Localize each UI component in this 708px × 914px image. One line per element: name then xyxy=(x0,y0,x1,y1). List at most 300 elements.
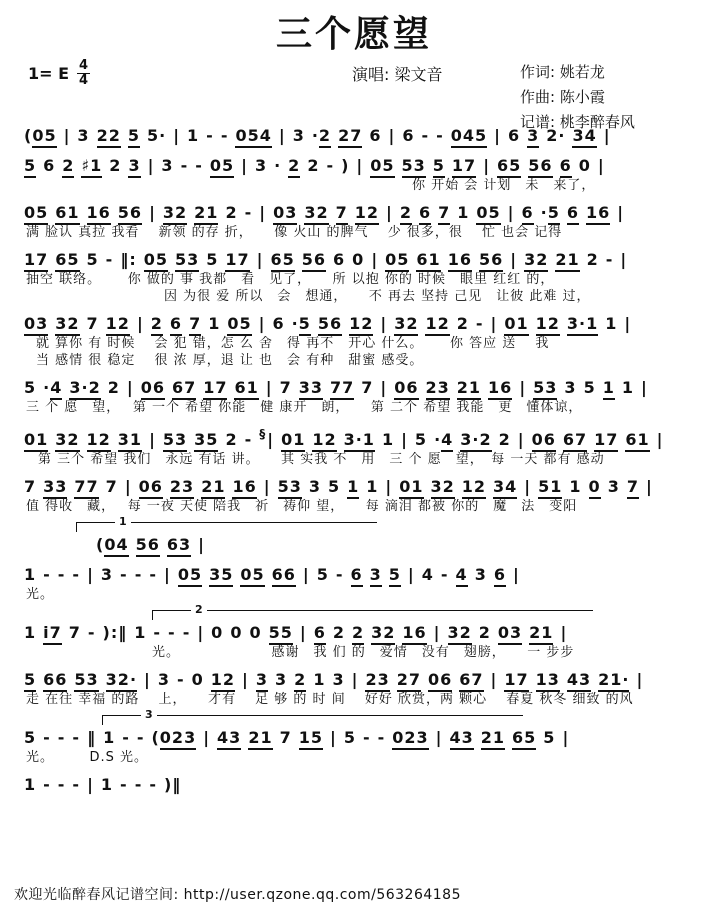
beamed-notes: i7 xyxy=(43,623,62,645)
beamed-notes: 61 xyxy=(416,250,440,272)
note-token: | xyxy=(302,565,310,584)
note-token: | xyxy=(380,378,388,397)
beamed-notes: 12 xyxy=(312,430,336,452)
ending-number: 3 xyxy=(141,709,157,721)
beamed-notes: 32 xyxy=(55,314,79,336)
beamed-notes: 16 xyxy=(402,623,426,645)
beamed-notes: 17 xyxy=(452,156,476,178)
note-token: | xyxy=(483,156,491,175)
note-token xyxy=(627,475,639,498)
beamed-notes: 32 xyxy=(163,203,187,225)
note-token: | xyxy=(519,378,527,397)
note-token xyxy=(24,154,36,177)
note-token: (04 xyxy=(96,533,129,556)
note-token xyxy=(476,201,500,224)
note-token: 5 xyxy=(86,250,99,269)
note-token xyxy=(394,312,418,335)
beamed-notes: 67 xyxy=(172,378,196,400)
beamed-notes: 5 xyxy=(548,203,560,225)
note-token xyxy=(210,154,234,177)
note-token xyxy=(299,376,323,399)
note-token: | xyxy=(494,126,501,145)
score xyxy=(0,124,708,796)
beamed-notes: 61 xyxy=(625,430,649,452)
beamed-notes: 34 xyxy=(493,477,517,499)
note-token: 3 xyxy=(474,565,487,584)
beamed-notes: 32 xyxy=(524,250,548,272)
note-token: | xyxy=(407,565,415,584)
note-token xyxy=(586,201,610,224)
beamed-notes: 56 xyxy=(136,535,160,557)
note-token xyxy=(338,124,362,147)
note-token: ‖ xyxy=(87,728,97,747)
note-token xyxy=(271,248,295,271)
note-token: - xyxy=(362,728,371,747)
note-token xyxy=(497,154,521,177)
beamed-notes: 05 xyxy=(370,156,394,178)
note-token: | xyxy=(173,126,181,145)
beamed-notes: 023 xyxy=(392,728,428,750)
note-token xyxy=(234,376,258,399)
note-token: | xyxy=(351,670,359,689)
note-token: 3 xyxy=(77,126,90,145)
note-token: - xyxy=(421,126,430,145)
beamed-notes: 21 xyxy=(201,477,225,499)
beamed-notes: 6 xyxy=(351,565,363,587)
beamed-notes: 12 xyxy=(425,314,449,336)
beamed-notes: 21 xyxy=(481,728,505,750)
note-token xyxy=(87,428,111,451)
note-token: | xyxy=(87,775,94,794)
beamed-notes: 31 xyxy=(118,430,142,452)
system xyxy=(24,708,698,766)
note-token xyxy=(351,563,363,586)
beamed-notes: 4 xyxy=(50,378,62,400)
beamed-notes: 05 xyxy=(210,156,234,178)
beamed-notes: 32 xyxy=(448,623,472,645)
note-token: | xyxy=(636,670,644,689)
note-token xyxy=(55,428,79,451)
lyric-line: 光。 xyxy=(26,587,55,602)
credit-composer: 作曲: 陈小霞 xyxy=(520,88,605,106)
note-token xyxy=(498,621,522,644)
note-token xyxy=(312,428,336,451)
beamed-notes: 5 xyxy=(389,565,401,587)
note-token: 1 xyxy=(103,728,116,747)
note-token: 3 xyxy=(100,565,114,584)
beamed-notes: 5 xyxy=(24,156,36,178)
note-token: - xyxy=(57,565,66,584)
note-token: - xyxy=(43,775,51,794)
note-token xyxy=(457,376,481,399)
beamed-notes: 43 xyxy=(217,728,241,750)
beamed-notes: 5 xyxy=(433,156,445,178)
note-token xyxy=(136,533,160,556)
note-token: 6 xyxy=(333,250,346,269)
beamed-notes: 2 xyxy=(294,670,306,692)
note-token: | xyxy=(203,728,211,747)
lyric-line: 抽空 联络。 你 做的 事 我都 看 见了， 所 以抱 你的 时候 眼里 红红 的， xyxy=(26,272,555,287)
note-token xyxy=(201,475,225,498)
note-token: - xyxy=(57,775,66,794)
note-token xyxy=(493,475,517,498)
note-token: | xyxy=(490,314,498,333)
beamed-notes: 35 xyxy=(194,430,218,452)
beamed-notes: 33 xyxy=(43,477,67,499)
beamed-notes: 53 xyxy=(533,378,557,400)
beamed-notes: 04 xyxy=(104,535,128,557)
note-token: | xyxy=(562,728,570,747)
beamed-notes: 16 xyxy=(586,203,610,225)
note-token xyxy=(281,428,305,451)
note-token xyxy=(522,201,534,224)
note-token xyxy=(203,376,227,399)
system xyxy=(24,668,698,708)
note-token xyxy=(504,312,528,335)
beamed-notes: 23 xyxy=(426,378,450,400)
beamed-notes: 21 xyxy=(457,378,481,400)
lyric-line: 就 算你 有 时候 会 犯 错，怎 么 舍 得 再不 开心 什么。 你 答应 送 我 xyxy=(36,336,550,351)
note-token: | xyxy=(278,126,286,145)
music-line xyxy=(24,668,698,691)
note-token: 6 xyxy=(402,126,415,145)
note-token: - xyxy=(149,775,157,794)
note-token xyxy=(74,475,98,498)
note-token xyxy=(370,154,394,177)
note-token: | xyxy=(560,623,568,642)
music-line xyxy=(24,248,698,271)
music-line xyxy=(24,154,698,177)
note-token: | xyxy=(258,314,266,333)
beamed-notes: 03 xyxy=(24,314,48,336)
note-token: - xyxy=(326,156,335,175)
note-token: 2 xyxy=(307,156,320,175)
note-token xyxy=(299,726,323,749)
beamed-notes: 06 xyxy=(394,378,418,400)
note-token: | xyxy=(620,250,628,269)
note-token xyxy=(603,376,615,399)
note-token: | xyxy=(256,250,264,269)
note-token xyxy=(330,376,354,399)
beamed-notes: 13 xyxy=(536,670,560,692)
note-token: - xyxy=(195,156,203,175)
note-token xyxy=(318,312,342,335)
note-token xyxy=(567,201,579,224)
note-token: - xyxy=(72,565,81,584)
beamed-notes: 43 xyxy=(567,670,591,692)
beamed-notes: 32 xyxy=(55,430,79,452)
note-token: | xyxy=(144,670,151,689)
time-signature-numerator: 4 xyxy=(79,58,89,73)
note-token: 3 xyxy=(607,477,620,496)
note-token: - xyxy=(220,126,229,145)
note-token: | xyxy=(371,250,379,269)
note-token xyxy=(536,312,560,335)
note-token: - xyxy=(177,670,185,689)
ending-bracket xyxy=(76,515,377,532)
beamed-notes: 06 xyxy=(532,430,556,452)
beamed-notes: 05 xyxy=(144,250,168,272)
beamed-notes: 12 xyxy=(462,477,486,499)
note-token xyxy=(189,312,201,335)
note-token: 2 xyxy=(109,156,122,175)
beamed-notes: 21 xyxy=(248,728,272,750)
note-token xyxy=(371,621,395,644)
note-token xyxy=(589,475,601,498)
system xyxy=(24,201,698,241)
header xyxy=(0,0,708,131)
note-token xyxy=(304,201,328,224)
note-token: | xyxy=(385,477,393,496)
note-token: - xyxy=(72,728,81,747)
lyric-line: 光。 感谢 我 们 的 爱情 没有 翅膀， 一 步步 xyxy=(152,645,575,660)
segno-icon: § xyxy=(259,427,267,441)
note-token xyxy=(567,668,591,691)
beamed-notes: 12 xyxy=(349,314,373,336)
note-token xyxy=(598,668,629,691)
note-token xyxy=(344,428,375,451)
note-token: 1 xyxy=(381,430,395,449)
note-token xyxy=(235,124,271,147)
beamed-notes: 2 xyxy=(62,156,74,178)
note-token: - xyxy=(206,126,214,145)
note-token xyxy=(24,428,48,451)
note-token xyxy=(128,154,140,177)
note-token xyxy=(460,428,491,451)
beamed-notes: 53 xyxy=(74,670,98,692)
note-token xyxy=(504,668,528,691)
note-token xyxy=(217,726,241,749)
beamed-notes: 045 xyxy=(451,126,487,148)
beamed-notes: 5 xyxy=(299,314,311,336)
footer-note: 欢迎光临醉春风记谱空间: http://user.qzone.qq.com/563264185 xyxy=(14,887,461,903)
beamed-notes: 56 xyxy=(479,250,503,272)
beamed-notes: 17 xyxy=(203,378,227,400)
music-line xyxy=(24,726,698,749)
note-token xyxy=(370,563,382,586)
beamed-notes: 5 xyxy=(128,126,140,148)
note-token: | xyxy=(433,623,441,642)
note-token: | xyxy=(163,565,171,584)
note-token: 5 xyxy=(327,477,341,496)
system xyxy=(24,124,698,147)
note-token xyxy=(399,475,423,498)
music-line xyxy=(24,376,698,399)
note-token: - xyxy=(149,565,157,584)
beamed-notes: 56 xyxy=(302,250,326,272)
beamed-notes: 27 xyxy=(397,670,421,692)
note-token: | xyxy=(617,203,625,222)
system xyxy=(24,376,698,416)
note-token: 2 xyxy=(225,203,238,222)
note-token xyxy=(450,726,474,749)
note-token xyxy=(533,376,557,399)
note-token: )‖ xyxy=(163,775,182,794)
lyric-line: 光。 D.S 光。 xyxy=(26,750,149,765)
note-token: 6 xyxy=(272,314,285,333)
music-line xyxy=(24,773,698,796)
note-token: | xyxy=(517,430,525,449)
note-token: 5 xyxy=(206,250,219,269)
note-token xyxy=(532,428,556,451)
beamed-notes: 6 xyxy=(567,203,579,225)
beamed-notes: 3 xyxy=(527,126,539,148)
beamed-notes: 4 xyxy=(456,565,468,587)
beamed-notes: 16 xyxy=(448,250,472,272)
note-token xyxy=(402,621,426,644)
ending-bracket xyxy=(102,708,523,725)
beamed-notes: 55 xyxy=(269,623,293,645)
beamed-notes: 65 xyxy=(497,156,521,178)
beamed-notes: 023 xyxy=(160,728,196,750)
note-token: | xyxy=(197,623,205,642)
note-token: | xyxy=(299,623,307,642)
beamed-notes: ♯1 xyxy=(81,156,102,178)
note-token xyxy=(494,563,506,586)
beamed-notes: 6 xyxy=(560,156,572,178)
note-token: 2 xyxy=(478,623,491,642)
beamed-notes: 56 xyxy=(118,203,142,225)
note-token: | xyxy=(263,477,271,496)
note-token xyxy=(419,201,431,224)
note-token xyxy=(451,124,487,147)
system xyxy=(24,603,698,661)
beamed-notes: 53 xyxy=(163,430,187,452)
key-label: 1= E xyxy=(28,64,70,83)
note-token: | xyxy=(356,156,364,175)
beamed-notes: 2 xyxy=(319,126,331,148)
note-token xyxy=(563,428,587,451)
note-token xyxy=(144,248,168,271)
note-token: 1 xyxy=(366,477,379,496)
note-token xyxy=(426,376,450,399)
beamed-notes: 1 xyxy=(347,477,359,499)
note-token: | xyxy=(603,126,611,145)
beamed-notes: 21 xyxy=(194,203,218,225)
note-token xyxy=(365,668,389,691)
note-token xyxy=(163,201,187,224)
beamed-notes: 05 xyxy=(32,126,56,148)
note-token xyxy=(278,475,302,498)
note-token xyxy=(567,312,598,335)
note-token xyxy=(560,154,572,177)
time-signature-denominator: 4 xyxy=(79,73,89,88)
note-token xyxy=(488,376,512,399)
beamed-notes: 5 xyxy=(24,670,36,692)
note-token: 5 xyxy=(24,728,37,747)
beamed-notes: 56 xyxy=(528,156,552,178)
beamed-notes: 43 xyxy=(450,728,474,750)
note-token xyxy=(433,154,445,177)
note-token xyxy=(273,201,297,224)
note-token xyxy=(87,201,111,224)
note-token: | xyxy=(597,156,605,175)
note-token xyxy=(524,248,548,271)
note-token xyxy=(24,668,36,691)
note-token xyxy=(106,312,130,335)
note-token: 1 xyxy=(24,775,37,794)
system xyxy=(24,475,698,515)
note-token: - xyxy=(120,565,128,584)
note-token xyxy=(24,312,48,335)
note-token: - xyxy=(122,728,130,747)
note-token xyxy=(536,668,560,691)
note-token: 1 xyxy=(569,477,582,496)
credit-singer: 演唱: 梁文音 xyxy=(352,65,443,84)
beamed-notes: 06 xyxy=(139,477,163,499)
beamed-notes: 23 xyxy=(365,670,389,692)
note-token: 5· xyxy=(146,126,167,145)
beamed-notes: 35 xyxy=(209,565,233,587)
note-token xyxy=(392,726,428,749)
beamed-notes: 77 xyxy=(74,477,98,499)
note-token: 2 xyxy=(586,250,599,269)
note-token: 5 xyxy=(583,378,596,397)
note-token: - xyxy=(436,126,444,145)
note-token: 7 xyxy=(105,477,118,496)
ending-number: 1 xyxy=(115,516,131,528)
note-token: 2 xyxy=(332,623,345,642)
note-token: 5 xyxy=(343,728,356,747)
note-token: 1 xyxy=(187,126,200,145)
note-token: 7 xyxy=(86,314,99,333)
beamed-notes: 66 xyxy=(43,670,67,692)
beamed-notes: 05 xyxy=(476,203,500,225)
lyric-line: 第 三个 希望 我们 永远 有话 讲。 其 实我 不 用 三 个 愿 望， 每 一天 都有 感动 xyxy=(38,452,605,467)
lyric-line: 值 得收 藏， 每 一夜 天使 陪我 祈 祷仰 望， 每 滴泪 都被 你的 魔 法 变阳 xyxy=(26,499,578,514)
note-token: 5 xyxy=(414,430,428,449)
beamed-notes: 05 xyxy=(24,203,48,225)
note-token xyxy=(448,621,472,644)
beamed-notes: 06 xyxy=(141,378,165,400)
note-token xyxy=(269,621,293,644)
beamed-notes: 21 xyxy=(555,250,579,272)
music-line xyxy=(24,621,698,644)
note-token xyxy=(459,668,483,691)
note-token xyxy=(394,376,418,399)
note-token: | xyxy=(149,430,156,449)
beamed-notes: 05 xyxy=(178,565,202,587)
beamed-notes: 53 xyxy=(402,156,426,178)
note-token xyxy=(349,312,373,335)
note-token xyxy=(172,376,196,399)
beamed-notes: 03 xyxy=(498,623,522,645)
beamed-notes: 3·1 xyxy=(344,430,375,452)
note-token: - xyxy=(182,623,191,642)
note-token: 2· xyxy=(546,126,566,145)
note-token: 2 xyxy=(498,430,511,449)
beamed-notes: 3 xyxy=(370,565,382,587)
note-token: 1 xyxy=(605,314,618,333)
note-token xyxy=(194,428,218,451)
note-token xyxy=(452,154,476,177)
beamed-notes: 03 xyxy=(273,203,297,225)
note-token: | xyxy=(388,126,396,145)
beamed-notes: 01 xyxy=(281,430,305,452)
beamed-notes: 61 xyxy=(55,203,79,225)
note-token xyxy=(106,668,137,691)
note-token: - xyxy=(136,728,145,747)
beamed-notes: 56 xyxy=(318,314,342,336)
note-token: · xyxy=(274,156,282,175)
note-token: | xyxy=(640,378,648,397)
system xyxy=(24,563,698,603)
beamed-notes: 32 xyxy=(304,203,328,225)
credit-lyricist: 作词: 姚若龙 xyxy=(520,63,605,81)
music-line xyxy=(24,423,698,451)
beamed-notes: 3·2 xyxy=(460,430,491,452)
note-token: | xyxy=(380,314,388,333)
